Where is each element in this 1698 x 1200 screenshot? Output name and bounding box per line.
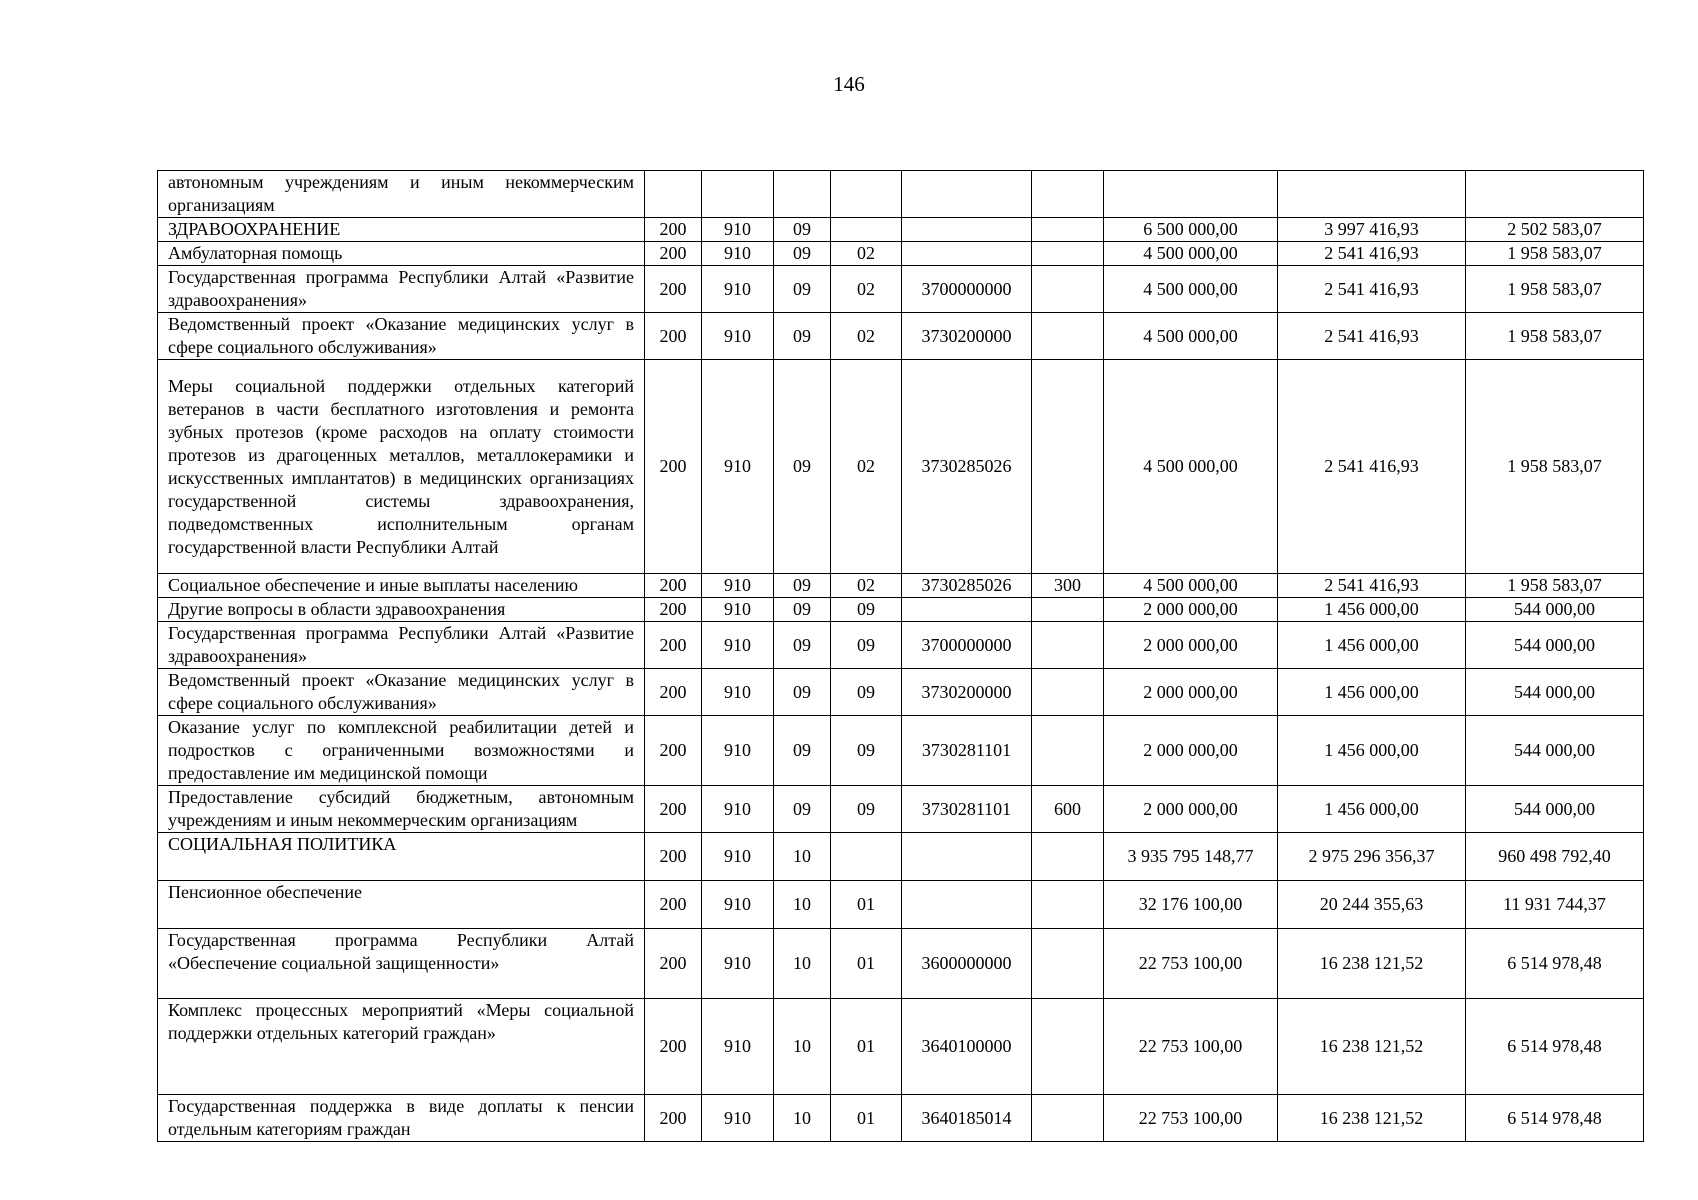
table-row <box>158 574 1644 598</box>
table-row <box>158 360 1644 574</box>
cell-rz: 09 <box>774 313 831 360</box>
cell-ved: 200 <box>645 266 702 313</box>
cell-ispoln: 2 541 416,93 <box>1278 242 1466 266</box>
cell-name: Ведомственный проект «Оказание медицинских услуг в сфере социального обслуживания» <box>158 669 645 716</box>
cell-ved: 200 <box>645 574 702 598</box>
cell-pr <box>831 171 902 218</box>
cell-ost: 960 498 792,40 <box>1466 833 1644 881</box>
cell-plan: 4 500 000,00 <box>1104 266 1278 313</box>
cell-ost: 1 958 583,07 <box>1466 313 1644 360</box>
cell-rz: 09 <box>774 669 831 716</box>
cell-ispoln: 16 238 121,52 <box>1278 1095 1466 1142</box>
cell-pr: 01 <box>831 929 902 999</box>
cell-ispoln: 2 975 296 356,37 <box>1278 833 1466 881</box>
cell-pr: 02 <box>831 313 902 360</box>
cell-gr: 910 <box>702 929 774 999</box>
cell-rz: 10 <box>774 929 831 999</box>
cell-gr: 910 <box>702 716 774 786</box>
cell-rz: 09 <box>774 786 831 833</box>
cell-ved: 200 <box>645 242 702 266</box>
cell-gr: 910 <box>702 1095 774 1142</box>
cell-gr: 910 <box>702 266 774 313</box>
cell-name: Комплекс процессных мероприятий «Меры социальной поддержки отдельных категорий граждан» <box>158 999 645 1095</box>
cell-rz: 09 <box>774 574 831 598</box>
cell-gr: 910 <box>702 833 774 881</box>
cell-ved: 200 <box>645 1095 702 1142</box>
cell-pr: 09 <box>831 622 902 669</box>
cell-pr: 09 <box>831 669 902 716</box>
cell-csr: 3700000000 <box>902 266 1032 313</box>
table-row <box>158 1095 1644 1142</box>
cell-ost: 544 000,00 <box>1466 786 1644 833</box>
cell-ispoln: 2 541 416,93 <box>1278 360 1466 574</box>
cell-vr <box>1032 929 1104 999</box>
cell-name: Государственная программа Республики Алтай «Развитие здравоохранения» <box>158 266 645 313</box>
cell-gr: 910 <box>702 786 774 833</box>
cell-gr: 910 <box>702 574 774 598</box>
cell-plan: 2 000 000,00 <box>1104 622 1278 669</box>
table-row <box>158 598 1644 622</box>
cell-csr: 3730200000 <box>902 669 1032 716</box>
cell-gr: 910 <box>702 598 774 622</box>
cell-plan: 2 000 000,00 <box>1104 786 1278 833</box>
table-row <box>158 669 1644 716</box>
table-row <box>158 786 1644 833</box>
cell-pr: 01 <box>831 999 902 1095</box>
cell-name: Ведомственный проект «Оказание медицинских услуг в сфере социального обслуживания» <box>158 313 645 360</box>
cell-pr: 01 <box>831 881 902 929</box>
cell-gr: 910 <box>702 218 774 242</box>
cell-name: Другие вопросы в области здравоохранения <box>158 598 645 622</box>
cell-plan: 22 753 100,00 <box>1104 929 1278 999</box>
cell-ispoln <box>1278 171 1466 218</box>
cell-ispoln: 1 456 000,00 <box>1278 716 1466 786</box>
cell-plan: 4 500 000,00 <box>1104 242 1278 266</box>
cell-ved: 200 <box>645 833 702 881</box>
cell-ost: 6 514 978,48 <box>1466 929 1644 999</box>
cell-gr: 910 <box>702 242 774 266</box>
cell-ost: 544 000,00 <box>1466 622 1644 669</box>
cell-ost: 544 000,00 <box>1466 598 1644 622</box>
cell-ved: 200 <box>645 360 702 574</box>
table-body <box>158 171 1644 1142</box>
cell-rz: 09 <box>774 218 831 242</box>
cell-name: Социальное обеспечение и иные выплаты населению <box>158 574 645 598</box>
cell-ispoln: 2 541 416,93 <box>1278 313 1466 360</box>
cell-gr: 910 <box>702 360 774 574</box>
cell-gr: 910 <box>702 999 774 1095</box>
cell-vr <box>1032 716 1104 786</box>
cell-name: Пенсионное обеспечение <box>158 881 645 929</box>
cell-pr: 02 <box>831 266 902 313</box>
cell-rz: 10 <box>774 881 831 929</box>
cell-vr <box>1032 266 1104 313</box>
cell-ispoln: 1 456 000,00 <box>1278 622 1466 669</box>
cell-ost <box>1466 171 1644 218</box>
cell-plan: 22 753 100,00 <box>1104 999 1278 1095</box>
cell-rz: 09 <box>774 598 831 622</box>
cell-plan: 4 500 000,00 <box>1104 360 1278 574</box>
cell-ispoln: 16 238 121,52 <box>1278 999 1466 1095</box>
cell-csr: 3640100000 <box>902 999 1032 1095</box>
cell-csr: 3730285026 <box>902 574 1032 598</box>
cell-name: автономным учреждениям и иным некоммерческим организациям <box>158 171 645 218</box>
table-row <box>158 242 1644 266</box>
cell-vr <box>1032 622 1104 669</box>
cell-ved: 200 <box>645 786 702 833</box>
cell-name: ЗДРАВООХРАНЕНИЕ <box>158 218 645 242</box>
cell-plan: 32 176 100,00 <box>1104 881 1278 929</box>
cell-plan <box>1104 171 1278 218</box>
cell-ost: 544 000,00 <box>1466 669 1644 716</box>
cell-ved: 200 <box>645 929 702 999</box>
cell-csr: 3600000000 <box>902 929 1032 999</box>
cell-vr <box>1032 598 1104 622</box>
cell-ost: 1 958 583,07 <box>1466 266 1644 313</box>
cell-vr <box>1032 360 1104 574</box>
cell-vr <box>1032 999 1104 1095</box>
cell-pr: 01 <box>831 1095 902 1142</box>
cell-csr <box>902 598 1032 622</box>
table-row <box>158 881 1644 929</box>
cell-csr <box>902 242 1032 266</box>
cell-csr <box>902 881 1032 929</box>
cell-name: Амбулаторная помощь <box>158 242 645 266</box>
cell-ost: 1 958 583,07 <box>1466 242 1644 266</box>
cell-pr <box>831 833 902 881</box>
cell-ost: 11 931 744,37 <box>1466 881 1644 929</box>
cell-pr: 02 <box>831 574 902 598</box>
cell-gr <box>702 171 774 218</box>
cell-ost: 2 502 583,07 <box>1466 218 1644 242</box>
cell-vr: 600 <box>1032 786 1104 833</box>
cell-name: Оказание услуг по комплексной реабилитации детей и подростков с ограниченными возможностями и предоставление им медицинской помощи <box>158 716 645 786</box>
cell-name: Государственная программа Республики Алтай «Развитие здравоохранения» <box>158 622 645 669</box>
cell-rz: 09 <box>774 622 831 669</box>
cell-gr: 910 <box>702 669 774 716</box>
cell-csr <box>902 171 1032 218</box>
cell-ved: 200 <box>645 999 702 1095</box>
cell-gr: 910 <box>702 881 774 929</box>
cell-plan: 2 000 000,00 <box>1104 669 1278 716</box>
cell-pr: 02 <box>831 242 902 266</box>
cell-ved: 200 <box>645 716 702 786</box>
cell-ispoln: 2 541 416,93 <box>1278 266 1466 313</box>
cell-gr: 910 <box>702 313 774 360</box>
cell-pr: 09 <box>831 598 902 622</box>
table-row <box>158 171 1644 218</box>
cell-rz: 09 <box>774 266 831 313</box>
cell-plan: 4 500 000,00 <box>1104 574 1278 598</box>
cell-rz: 10 <box>774 999 831 1095</box>
table-row <box>158 313 1644 360</box>
cell-ispoln: 1 456 000,00 <box>1278 669 1466 716</box>
cell-gr: 910 <box>702 622 774 669</box>
cell-ved: 200 <box>645 313 702 360</box>
cell-vr <box>1032 1095 1104 1142</box>
cell-ispoln: 1 456 000,00 <box>1278 598 1466 622</box>
cell-plan: 2 000 000,00 <box>1104 716 1278 786</box>
cell-csr: 3730281101 <box>902 716 1032 786</box>
cell-plan: 4 500 000,00 <box>1104 313 1278 360</box>
cell-name: СОЦИАЛЬНАЯ ПОЛИТИКА <box>158 833 645 881</box>
cell-ved: 200 <box>645 218 702 242</box>
cell-ispoln: 16 238 121,52 <box>1278 929 1466 999</box>
table-row <box>158 999 1644 1095</box>
cell-rz: 10 <box>774 833 831 881</box>
cell-pr <box>831 218 902 242</box>
cell-ost: 1 958 583,07 <box>1466 360 1644 574</box>
cell-ispoln: 20 244 355,63 <box>1278 881 1466 929</box>
table-row <box>158 622 1644 669</box>
cell-ost: 1 958 583,07 <box>1466 574 1644 598</box>
cell-ved: 200 <box>645 881 702 929</box>
cell-rz <box>774 171 831 218</box>
cell-csr <box>902 833 1032 881</box>
cell-ost: 6 514 978,48 <box>1466 1095 1644 1142</box>
cell-vr <box>1032 833 1104 881</box>
cell-vr <box>1032 218 1104 242</box>
table-row <box>158 929 1644 999</box>
cell-rz: 10 <box>774 1095 831 1142</box>
cell-vr: 300 <box>1032 574 1104 598</box>
cell-ispoln: 2 541 416,93 <box>1278 574 1466 598</box>
cell-pr: 02 <box>831 360 902 574</box>
cell-plan: 22 753 100,00 <box>1104 1095 1278 1142</box>
cell-name: Предоставление субсидий бюджетным, автономным учреждениям и иным некоммерческим организациям <box>158 786 645 833</box>
cell-csr: 3730200000 <box>902 313 1032 360</box>
table-row <box>158 716 1644 786</box>
cell-ost: 544 000,00 <box>1466 716 1644 786</box>
table-row <box>158 833 1644 881</box>
cell-name: Государственная поддержка в виде доплаты к пенсии отдельным категориям граждан <box>158 1095 645 1142</box>
cell-csr <box>902 218 1032 242</box>
cell-ved: 200 <box>645 622 702 669</box>
page-number: 146 <box>833 72 865 96</box>
cell-csr: 3640185014 <box>902 1095 1032 1142</box>
cell-ost: 6 514 978,48 <box>1466 999 1644 1095</box>
cell-plan: 6 500 000,00 <box>1104 218 1278 242</box>
cell-rz: 09 <box>774 360 831 574</box>
cell-vr <box>1032 669 1104 716</box>
cell-csr: 3700000000 <box>902 622 1032 669</box>
cell-name: Меры социальной поддержки отдельных категорий ветеранов в части бесплатного изготовления и ремонта зубных протезов (кроме расходов на оплату стоимости протезов из драгоценных металлов, металлокерамики и искусственных имплантатов) в медицинских организациях государственной системы здравоохранения, подведомственных исполнительным органам государственной власти Республики Алтай <box>158 360 645 574</box>
cell-ved: 200 <box>645 598 702 622</box>
cell-pr: 09 <box>831 786 902 833</box>
cell-csr: 3730285026 <box>902 360 1032 574</box>
table-row <box>158 218 1644 242</box>
cell-plan: 2 000 000,00 <box>1104 598 1278 622</box>
cell-vr <box>1032 242 1104 266</box>
cell-name: Государственная программа Республики Алтай «Обеспечение социальной защищенности» <box>158 929 645 999</box>
cell-ispoln: 1 456 000,00 <box>1278 786 1466 833</box>
cell-vr <box>1032 881 1104 929</box>
cell-pr: 09 <box>831 716 902 786</box>
budget-table <box>157 170 1644 1142</box>
table-row <box>158 266 1644 313</box>
cell-csr: 3730281101 <box>902 786 1032 833</box>
cell-vr <box>1032 171 1104 218</box>
cell-rz: 09 <box>774 242 831 266</box>
cell-ved <box>645 171 702 218</box>
cell-ispoln: 3 997 416,93 <box>1278 218 1466 242</box>
cell-vr <box>1032 313 1104 360</box>
cell-rz: 09 <box>774 716 831 786</box>
cell-plan: 3 935 795 148,77 <box>1104 833 1278 881</box>
cell-ved: 200 <box>645 669 702 716</box>
